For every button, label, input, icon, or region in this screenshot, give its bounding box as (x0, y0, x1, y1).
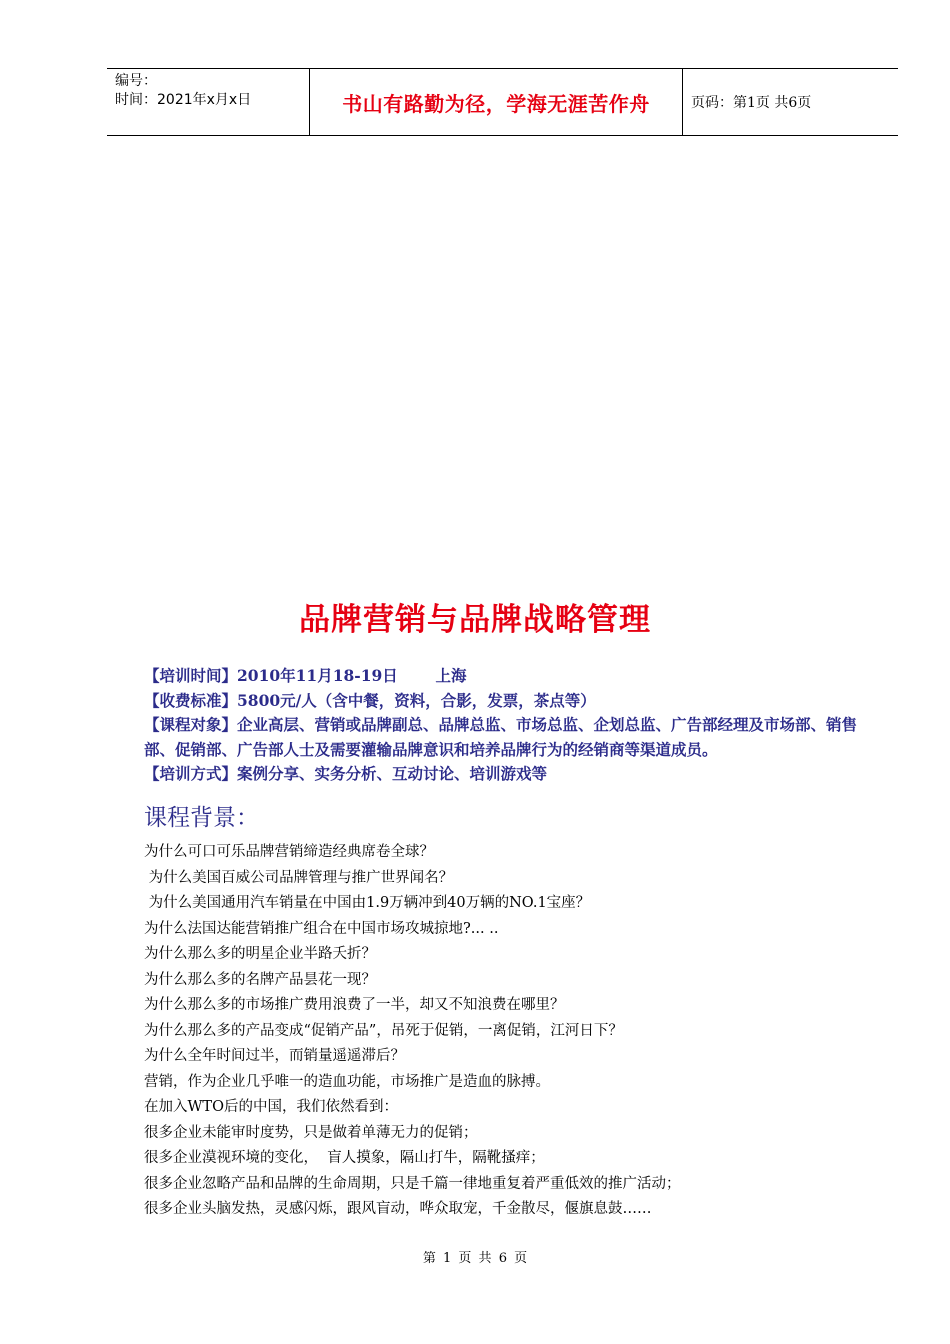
body-line: 为什么美国通用汽车销量在中国由1.9万辆冲到40万辆的NO.1宝座？ (144, 895, 591, 911)
body-line: 很多企业漠视环境的变化， 盲人摸象，隔山打牛，隔靴搔痒； (144, 1150, 545, 1166)
body-line: 为什么可口可乐品牌营销缔造经典席卷全球？ (144, 844, 434, 860)
info-fee: 【收费标准】5800元/人（含中餐，资料，合影，发票，茶点等） (144, 690, 596, 710)
body-line: 在加入WTO后的中国，我们依然看到： (144, 1099, 398, 1115)
course-info-block (144, 664, 874, 787)
info-training-time: 【培训时间】2010年11月18-19日 上海 (144, 666, 467, 685)
header-motto-cell (310, 69, 683, 135)
body-line: 为什么那么多的明星企业半路夭折？ (144, 946, 376, 962)
header-motto: 书山有路勤为径，学海无涯苦作舟 (342, 91, 650, 116)
page-footer: 第 1 页 共 6 页 (422, 1251, 528, 1266)
body-line: 为什么美国百威公司品牌管理与推广世界闻名？ (144, 869, 454, 886)
section-heading-background: 课程背景： (144, 805, 259, 831)
header-left-cell (107, 69, 310, 135)
body-line: 很多企业未能审时度势，只是做着单薄无力的促销； (144, 1124, 478, 1141)
document-time-label: 时间：2021年x月x日 (115, 92, 252, 108)
body-line: 很多企业头脑发热，灵感闪烁，跟风盲动，哗众取宠，千金散尽，偃旗息鼓…… (144, 1201, 652, 1217)
document-title: 品牌营销与品牌战略管理 (299, 602, 651, 638)
body-text (144, 840, 864, 1223)
body-line: 为什么法国达能营销推广组合在中国市场攻城掠地?... .. (144, 920, 499, 937)
header-page-number: 页码：第1页 共6页 (691, 95, 812, 111)
body-line: 为什么那么多的产品变成“促销产品”，吊死于促销，一离促销，江河日下？ (144, 1022, 623, 1039)
header-table (107, 68, 898, 136)
body-line: 为什么那么多的名牌产品昙花一现？ (144, 971, 376, 988)
document-number-label: 编号： (115, 73, 157, 89)
body-line: 营销，作为企业几乎唯一的造血功能，市场推广是造血的脉搏。 (144, 1073, 550, 1090)
body-line: 为什么那么多的市场推广费用浪费了一半，却又不知浪费在哪里？ (144, 997, 565, 1013)
info-method: 【培训方式】案例分享、实务分析、互动讨论、培训游戏等 (144, 764, 548, 783)
body-line: 为什么全年时间过半，而销量遥遥滞后？ (144, 1048, 405, 1064)
info-audience: 【课程对象】企业高层、营销或品牌副总、品牌总监、市场总监、企划总监、广告部经理及市场部、销售部、促销部、广告部人士及需要灌输品牌意识和培养品牌行为的经销商等渠道成员。 (144, 715, 858, 759)
header-page-cell (683, 69, 898, 135)
body-line: 很多企业忽略产品和品牌的生命周期，只是千篇一律地重复着严重低效的推广活动； (144, 1175, 681, 1192)
